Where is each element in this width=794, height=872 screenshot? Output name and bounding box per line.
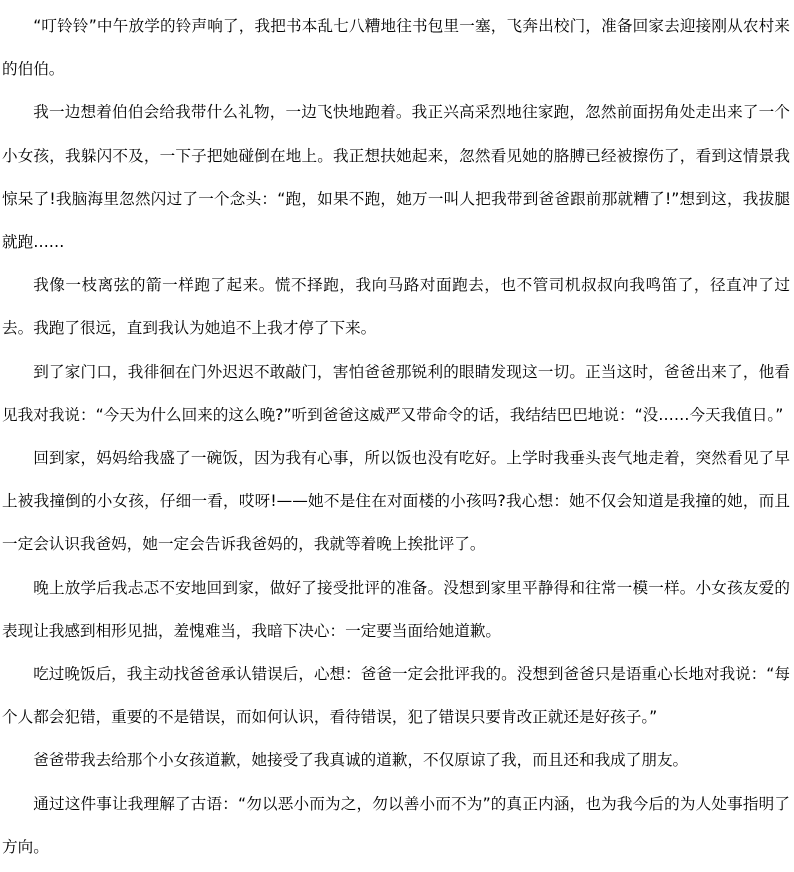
essay-paragraph-2: 我一边想着伯伯会给我带什么礼物，一边飞快地跑着。我正兴高采烈地往家跑，忽然前面拐角处走出来了一个小女孩，我躲闪不及，一下子把她碰倒在地上。我正想扶她起来，忽然看见她的胳膊已经被擦伤了，看到这情景我惊呆了!我脑海里忽然闪过了一个念头：“跑，如果不跑，她万一叫人把我带到爸爸跟前那就糟了!”想到这，我拔腿就跑……: [2, 103, 790, 252]
essay-paragraph-9: 通过这件事让我理解了古语：“勿以恶小而为之，勿以善小而不为”的真正内涵，也为我今后的为人处事指明了方向。: [2, 794, 790, 856]
essay-paragraph-8: 爸爸带我去给那个小女孩道歉，她接受了我真诚的道歉，不仅原谅了我，而且还和我成了朋友。: [33, 751, 689, 770]
essay-paragraph-1: “叮铃铃”中午放学的铃声响了，我把书本乱七八糟地往书包里一塞，飞奔出校门，准备回家去迎接刚从农村来的伯伯。: [2, 17, 790, 79]
essay-paragraph-5: 回到家，妈妈给我盛了一碗饭，因为我有心事，所以饭也没有吃好。上学时我垂头丧气地走着，突然看见了早上被我撞倒的小女孩，仔细一看，哎呀!——她不是住在对面楼的小孩吗?我心想：她不仅会知道是我撞的她，而且一定会认识我爸妈，她一定会告诉我爸妈的，我就等着晚上挨批评了。: [2, 449, 790, 554]
essay-paragraph-7: 吃过晚饭后，我主动找爸爸承认错误后，心想：爸爸一定会批评我的。没想到爸爸只是语重心长地对我说：“每个人都会犯错，重要的不是错误，而如何认识，看待错误，犯了错误只要肯改正就还是好孩子。”: [2, 665, 790, 727]
essay-paragraph-6: 晚上放学后我忐忑不安地回到家，做好了接受批评的准备。没想到家里平静得和往常一模一样。小女孩友爱的表现让我感到相形见拙，羞愧难当，我暗下决心：一定要当面给她道歉。: [2, 578, 790, 640]
essay-paragraph-3: 我像一枝离弦的箭一样跑了起来。慌不择跑，我向马路对面跑去，也不管司机叔叔向我鸣笛了，径直冲了过去。我跑了很远，直到我认为她追不上我才停了下来。: [2, 276, 790, 338]
essay-paragraph-4: 到了家门口，我徘徊在门外迟迟不敢敲门，害怕爸爸那锐利的眼睛发现这一切。正当这时，爸爸出来了，他看见我对我说：“今天为什么回来的这么晚?”听到爸爸这威严又带命令的话，我结结巴巴地说：“没……今天我值日。”: [2, 362, 790, 424]
